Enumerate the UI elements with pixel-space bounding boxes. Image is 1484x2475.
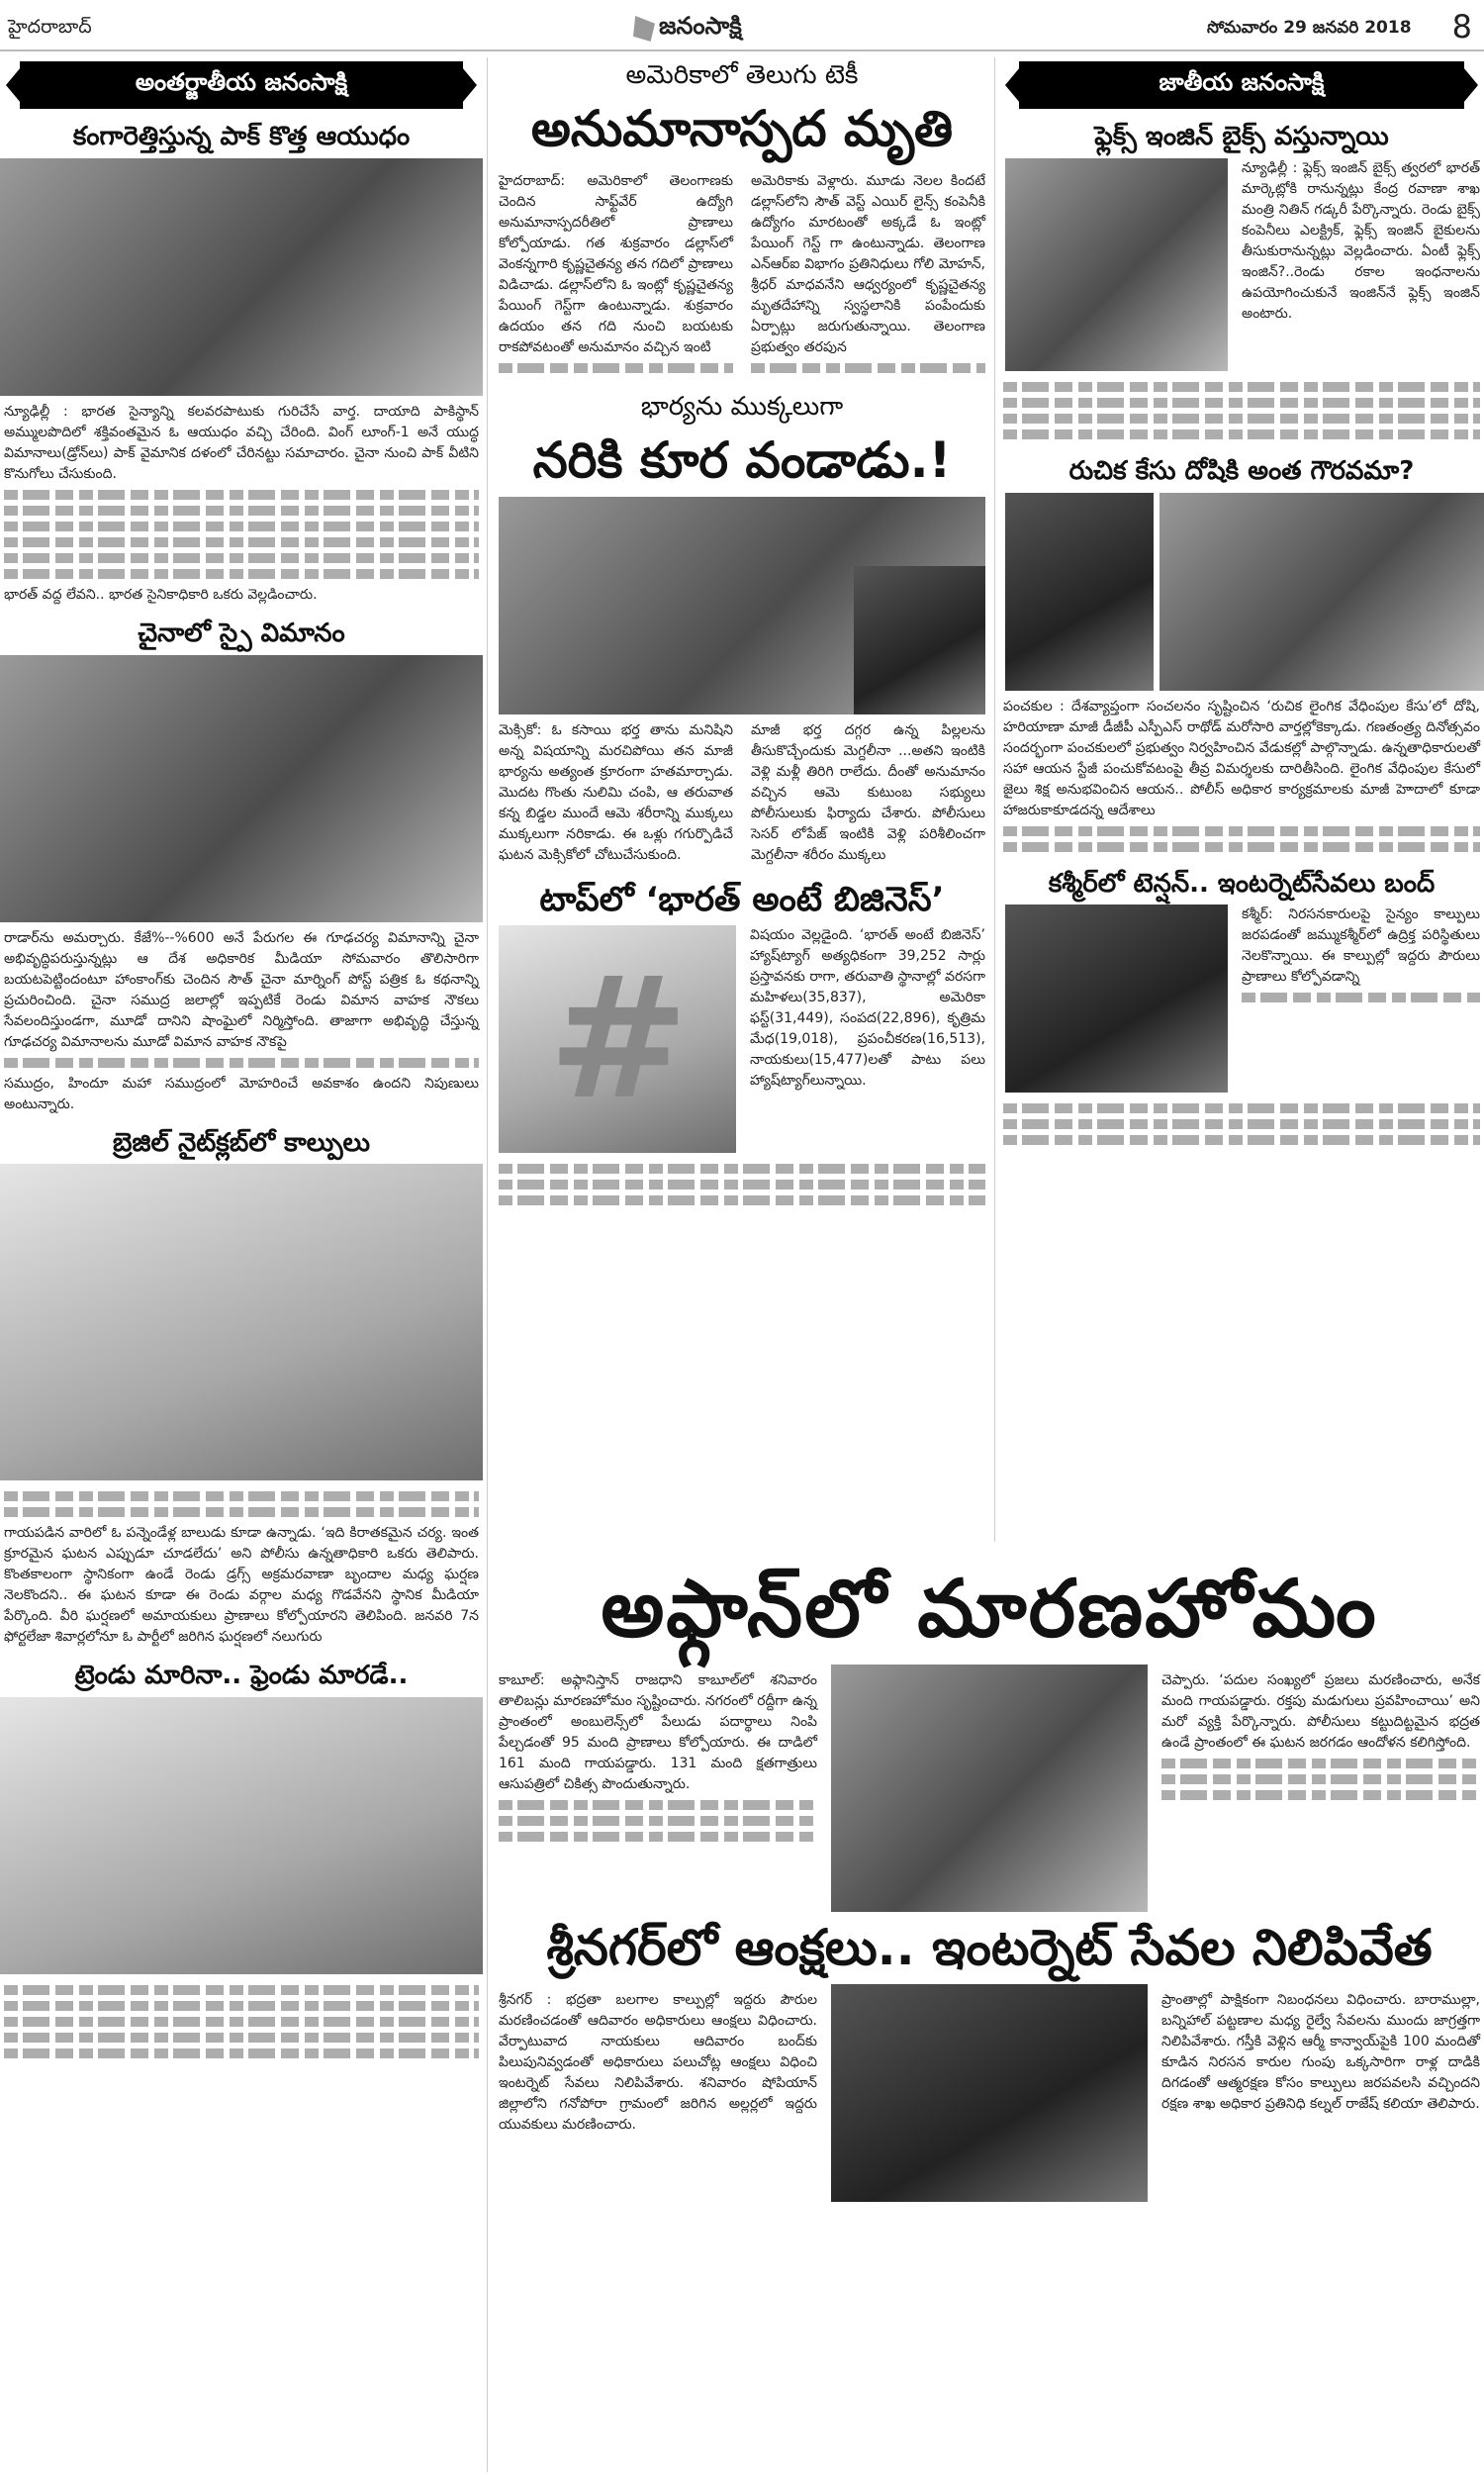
article-text: మెక్సికో: ఓ కసాయి భర్త తాను మనిషిని అన్న విషయాన్ని మరచిపోయి తన మాజీ భార్యను అత్యంత క్రూరంగా హతమార్చాడు. మొదట గొంతు నులిమి చంపి, ఆ తరువాత కన్న బిడ్డల ముందే ఆమె శరీరాన్ని ముక్కలు ముక్కలుగా నరికాడు. ఈ ఒళ్లు గగుర్పొడిచే ఘటన మెక్సికోలో చోటుచేసుకుంది. bbox=[499, 721, 733, 863]
text-lines bbox=[499, 1816, 817, 1826]
text-lines bbox=[1003, 1135, 1480, 1145]
telangana-map-icon bbox=[633, 16, 655, 42]
article-body-bharat-business bbox=[746, 925, 989, 1153]
article-body-afghan-col2 bbox=[1158, 1665, 1484, 1912]
hashtag-photo bbox=[499, 925, 736, 1153]
srinagar-row bbox=[495, 1984, 1484, 2202]
text-lines bbox=[499, 1164, 985, 1174]
article-body-china bbox=[0, 922, 483, 1123]
text-lines bbox=[499, 1832, 817, 1842]
article-text: కాబూల్: అఫ్గానిస్తాన్ రాజధాని కాబూల్‌లో శనివారం తాలిబన్లు మారణహోమం సృష్టించారు. నగరంలో రద్దీగా ఉన్న ప్రాంతంలో అంబులెన్స్‌లో పేలుడు పదార్థాలు నింపి పేల్చడంతో 95 మంది ప్రాణాలు కోల్పోయారు. ఈ దాడిలో 161 మంది గాయపడ్డారు. 131 మంది క్షతగాత్రులు ఆసుపత్రిలో చికిత్స పొందుతున్నారు. bbox=[499, 1672, 817, 1792]
text-lines bbox=[499, 363, 733, 373]
center-column bbox=[495, 53, 989, 1217]
jackal-columns bbox=[495, 714, 989, 874]
article-body-afghan-col1 bbox=[495, 1665, 821, 1912]
lower-spread bbox=[495, 1554, 1484, 2202]
headline-friends: ట్రెండు మారినా.. ఫ్రెండు మారడే.. bbox=[74, 1661, 409, 1691]
article-body-pak-drone bbox=[0, 396, 483, 614]
text-lines bbox=[4, 2001, 479, 2011]
text-lines bbox=[1003, 1119, 1480, 1129]
headline-telugu-techie: అనుమానాస్పద మృతి bbox=[530, 99, 954, 157]
officers-photo bbox=[1159, 493, 1484, 691]
section-title: జాతీయ జనంసాక్షి bbox=[1159, 68, 1325, 96]
text-lines bbox=[4, 490, 479, 500]
article-text: మాజీ భర్త దగ్గర ఉన్న పిల్లలను తీసుకొచ్చేందుకు మెగ్దలీనా ...అతని ఇంటికి వెళ్లి మళ్లీ తిరిగి రాలేదు. దీంతో అనుమానం వచ్చిన ఆమె కుటుంబ సభ్యులు పోలీసులుకు ఫిర్యాదు చేశారు. పోలీసులు సెసర్ లోపేజ్ ఇంటికి వెళ్లి పరిశీలించగా మెగ్దలీనా శరీరం ముక్కలు bbox=[751, 721, 985, 863]
page-number: 8 bbox=[1451, 8, 1472, 46]
article-body-flex-engine-2 bbox=[999, 371, 1484, 451]
headline-srinagar: శ్రీనగర్‌లో ఆంక్షలు.. ఇంటర్నెట్ సేవల నిలిపివేత bbox=[546, 1919, 1433, 1976]
bharat-business-row bbox=[495, 925, 989, 1153]
article-text: భారత్ వద్ద లేవని.. భారత సైనికాధికారి ఒకరు వెల్లడించారు. bbox=[4, 586, 318, 603]
kicker-telugu-techie: అమెరికాలో తెలుగు టెకీ bbox=[625, 60, 859, 90]
text-lines bbox=[499, 1195, 985, 1205]
kashmir-row bbox=[999, 904, 1484, 1093]
article-body-bharat-business-2 bbox=[495, 1153, 989, 1217]
crowd-photo bbox=[831, 1984, 1148, 2202]
article-body-flex-engine bbox=[1238, 158, 1484, 371]
girl-photo bbox=[1005, 493, 1154, 691]
headline-china-spy-plane: చైనాలో స్పై విమానం bbox=[138, 618, 345, 648]
text-lines bbox=[4, 506, 479, 516]
article-text: పంచకుల : దేశవ్యాప్తంగా సంచలనం సృష్టించిన ‘రుచిక లైంగిక వేధింపుల కేసు’లో దోషి, హరియాణా మాజీ డీజీపీ ఎస్పీఎస్ రాథోడ్ మరోసారి వార్తల్లోకెక్కాడు. గణతంత్ర్య దినోత్సవం సందర్భంగా పంచకులలో ప్రభుత్వం నిర్వహించిన వేడుకల్లో పాల్గొన్నాడు. ఉన్నతాధికారులతో సహా ఆయన స్టేజీ పంచుకోవటంపై తీవ్ర విమర్శలకు దారితీసింది. లైంగిక వేధింపుల కేసులో జైలు శిక్ష అనుభవించిన ఆయన.. పోలీస్ అధికార కార్యక్రమాలకు మాజీ హెాదాలో కూడా హాజరుకాకూడదన్న ఆదేశాలు bbox=[1003, 698, 1480, 818]
kicker-jackal-curry: భార్యను ముక్కలుగా bbox=[640, 391, 844, 422]
blast-photo bbox=[831, 1665, 1148, 1912]
text-lines bbox=[1003, 1103, 1480, 1113]
article-text: రాడార్‌ను అమర్చారు. కేజే%--%600 అనే పేరుగల ఈ గూఢచర్య విమానాన్ని చైనా అభివృద్ధిపరుస్తున్నట్లు ఆ దేశ అధికారిక మీడియా సోమవారం తొలిసారిగా బయటపెట్టిందంటూ హాంకాంగ్‌కు చెందిన సౌత్ చైనా మార్నింగ్ పోస్ట్ పత్రిక ఓ కథనాన్ని ప్రచురించింది. చైనా సముద్ర జలాల్లో ఇప్పటికే రెండు విమాన వాహక నౌకలు సేవలందిస్తుండగా, మూడో దానిని షాంఘైలో నిర్మిస్తోంది. తాజాగా అభివృద్ధి చేస్తున్న గూఢచర్య విమానాలను మూడో విమాన వాహక నౌకపై bbox=[4, 929, 479, 1050]
article-body-ruchika bbox=[999, 691, 1484, 864]
text-lines bbox=[4, 1058, 479, 1068]
article-text: కశ్మీర్: నిరసనకారులపై సైన్యం కాల్పులు జరపడంతో జమ్ముకశ్మీర్‌లో ఉద్రిక్త పరిస్థితులు నెలకొన్నాయి. ఈ కాల్పుల్లో ఇద్దరు పౌరులు ప్రాణాలు కోల్పోవడాన్ని bbox=[1242, 906, 1480, 986]
text-lines bbox=[1242, 993, 1480, 1002]
woman-photo bbox=[854, 566, 985, 714]
headline-kashmir-tension: కశ్మీర్‌లో టెన్షన్.. ఇంటర్నెట్‌సేవలు బంద్ bbox=[1048, 868, 1436, 899]
article-body-jackal-col1 bbox=[495, 714, 737, 874]
text-lines bbox=[1003, 842, 1480, 852]
headline-ruchika-case: రుచిక కేసు దోషికి అంత గౌరవమా? bbox=[1068, 455, 1415, 486]
protest-photo bbox=[1005, 904, 1228, 1093]
left-column bbox=[0, 53, 483, 2070]
text-lines bbox=[4, 537, 479, 547]
text-lines bbox=[1003, 429, 1480, 439]
city-label: హైదరాబాద్ bbox=[8, 16, 92, 38]
paper-name: జనంసాక్షి bbox=[659, 12, 742, 40]
article-text: అమెరికాకు వెళ్లారు. మూడు నెలల కిందటే డల్లాస్‌లోని సౌత్ వెస్ట్ ఎయిర్ లైన్స్ కంపెనీకి ఉద్యోగం మారటంతో అక్కడే ఓ ఇంట్లో పేయింగ్ గెస్ట్ గా ఉంటున్నాడు. తెలంగాణ ఎన్ఆర్ఐ విభాగం ప్రతినిధులు గోలి మోహన్, శ్రీధర్ మాధవనేని ఆధ్వర్యంలో కృష్ణచైతన్య మృతదేహాన్ని స్వస్థలానికి పంపేందుకు ఏర్పాట్లు జరుగుతున్నాయి. తెలంగాణ ప్రభుత్వం తరపున bbox=[751, 172, 985, 355]
right-column bbox=[999, 53, 1484, 1157]
text-lines bbox=[4, 2048, 479, 2058]
article-text: సముద్రం, హిందూ మహా సముద్రంలో మోహరించే అవకాశం ఉందని నిపుణులు అంటున్నారు. bbox=[4, 1075, 479, 1112]
text-lines bbox=[1161, 1759, 1480, 1768]
section-title: అంతర్జాతీయ జనంసాక్షి bbox=[135, 68, 348, 96]
masthead bbox=[0, 0, 1484, 51]
text-lines bbox=[4, 1985, 479, 1995]
article-text: న్యూఢిల్లీ : భారత సైన్యాన్ని కలవరపాటుకు గురిచేసే వార్త. దాయాది పాకిస్థాన్ అమ్ములపొదిలో శక్తివంతమైన ఓ ఆయుధం వచ్చి చేరింది. వింగ్ లూంగ్-1 అనే యుద్ధ విమానాలు(డ్రోన్‌లు) పాక్ వైమానిక దళంలో చేరినట్టు సమాచారం. చైనా నుంచి పాక్ వీటిని కొనుగోలు చేసుకుంది. bbox=[4, 403, 479, 482]
text-lines bbox=[4, 2033, 479, 2043]
issue-date: సోమవారం 29 జనవరి 2018 bbox=[1207, 18, 1412, 38]
article-text: హైదరాబాద్: అమెరికాలో తెలంగాణకు చెందిన సాఫ్ట్‌వేర్ ఉద్యోగి అనుమానాస్పదరీతిలో ప్రాణాలు కోల్పోయాడు. గత శుక్రవారం డల్లాస్‌లో వెంకన్నగారి కృష్ణచైతన్య తన గదిలో ప్రాణాలు విడిచాడు. డల్లాస్‌లోని ఓ ఇంట్లో కృష్ణచైతన్య పేయింగ్ గెస్ట్‌గా ఉంటున్నాడు. శుక్రవారం ఉదయం తన గది నుంచి బయటకు రాకపోవటంతో అనుమానం వచ్చిన ఇంటి bbox=[499, 172, 733, 355]
text-lines bbox=[4, 522, 479, 531]
headline-pak-drone: కంగారెత్తిస్తున్న పాక్ కొత్త ఆయుధం bbox=[72, 122, 411, 151]
article-body-srinagar-col1 bbox=[495, 1984, 821, 2202]
paper-logo bbox=[633, 12, 742, 46]
column-divider bbox=[487, 57, 488, 2472]
ruchika-photos bbox=[999, 493, 1484, 691]
text-lines bbox=[499, 1800, 817, 1810]
text-lines bbox=[4, 569, 479, 579]
text-lines bbox=[4, 1491, 479, 1501]
article-text: ప్రాంతాల్లో పాక్షికంగా నిబంధనలు విధించారు. బారాముల్లా, బన్నిహాల్ పట్టణాల మధ్య రైల్వే సేవలను ముందు జాగ్రత్తగా నిలిపివేశారు. గస్తీకి వెళ్లిన ఆర్మీ కాన్వాయ్‌పైకి 100 మందితో కూడిన నిరసన కారుల గుంపు ఒక్కసారిగా రాళ్ల దాడికి దిగడంతో ఆత్మరక్షణ కోసం కాల్పులు జరపవలసి వచ్చిందని రక్షణ శాఖ అధికార ప్రతినిధి కల్నల్ రాజేష్ కలియా తెలిపారు. bbox=[1161, 1992, 1480, 2112]
section-banner-national bbox=[1019, 61, 1464, 109]
drone-photo bbox=[0, 158, 483, 396]
headline-flex-engine: ఫ్లెక్స్ ఇంజిన్ బైక్స్ వస్తున్నాయి bbox=[1094, 122, 1389, 151]
minister-photo bbox=[1005, 158, 1228, 371]
headline-afghan: అఫ్గాన్‌లో మారణహోమం bbox=[601, 1563, 1378, 1655]
text-lines bbox=[1003, 382, 1480, 392]
article-body-brazil bbox=[0, 1480, 483, 1656]
nightclub-photo bbox=[0, 1164, 483, 1480]
text-lines bbox=[4, 553, 479, 563]
text-lines bbox=[1161, 1774, 1480, 1784]
article-body-friends bbox=[0, 1974, 483, 2070]
carrier-photo bbox=[0, 655, 483, 922]
article-text: విషయం వెల్లడైంది. ‘భారత్ అంటే బిజినెస్’ హ్యాష్‌ట్యాగ్ అత్యధికంగా 39,252 సార్లు ప్రస్తావనకు రాగా, తరువాతి స్థానాల్లో వరసగా మహిళలు(35,837), అమెరికా ఫస్ట్(31,449), సంపద(22,896), కృత్రిమ మేధ(19,018), ప్రపంచీకరణ(16,513), నాయకులు(15,477)లతో పాటు పలు హ్యాష్‌ట్యాగ్‌లున్నాయి. bbox=[750, 926, 985, 1089]
article-text: న్యూఢిల్లీ : ఫ్లెక్స్ ఇంజిన్ బైక్స్ త్వరలో భారత్ మార్కెట్లోకి రానున్నట్లు కేంద్ర రవాణా శాఖ మంత్రి నితిన్ గడ్కరీ పేర్కొన్నారు. రెండు బైక్స్ కంపెనీలు ఎలక్ట్రిక్, ఫ్లెక్స్ ఇంజిన్ బైకులను తీసుకురానున్నట్లు వెల్లడించారు. ఏంటీ ఫ్లెక్స్ ఇంజిన్?..రెండు రకాల ఇంధనాలను ఉపయోగించుకునే ఇంజిన్‌నే ఫ్లెక్స్ ఇంజిన్ అంటారు. bbox=[1242, 159, 1480, 322]
flex-engine-row bbox=[999, 158, 1484, 371]
article-text: శ్రీనగర్ : భద్రతా బలగాల కాల్పుల్లో ఇద్దరు పౌరుల మరణించడంతో ఆదివారం అధికారులు ఆంక్షలు విధించారు. వేర్పాటువాద నాయకులు ఆదివారం బంద్‌కు పిలుపునివ్వడంతో అధికారులు పలుచోట్ల ఆంక్షలు విధించి ఇంటర్నెట్ సేవలు నిలిపివేశారు. శనివారం షోపియాన్ జిల్లాలోని గనోపోరా గ్రామంలో జరిగిన అల్లర్లలో ఇద్దరు యువకులు మరణించారు. bbox=[499, 1992, 817, 2133]
headline-jackal-curry: నరికి కూర వండాడు.! bbox=[532, 430, 952, 489]
owl-dog-photo bbox=[0, 1697, 483, 1974]
article-text: గాయపడిన వారిలో ఓ పన్నెండేళ్ల బాలుడు కూడా ఉన్నాడు. ‘ఇది కిరాతకమైన చర్య. ఇంత క్రూరమైన ఘటన ఎప్పుడూ చూడలేదు’ అని పోలీసు ఉన్నతాధికారి ఒకరు తెలిపారు. కొంతకాలంగా స్థానికంగా ఉండే రెండు డ్రగ్స్ అక్రమరవాణా బృందాల మధ్య ఘర్షణ నెలకొందని.. ఈ ఘటన కూడా ఈ రెండు వర్గాల మధ్య గొడవేనని స్థానిక మీడియా పేర్కొంది. వీరి ఘర్షణలో అమాయకులు ప్రాణాలు కోల్పోయారని తెలిపింది. జనవరి 7న ఫోర్టలేజా శివార్లలోనూ ఓ పార్టీలో జరిగిన ఘర్షణలో నలుగురు bbox=[4, 1525, 479, 1646]
article-body-srinagar-col2 bbox=[1158, 1984, 1484, 2202]
text-lines bbox=[1003, 826, 1480, 836]
section-banner-international bbox=[20, 61, 463, 109]
text-lines bbox=[499, 1180, 985, 1190]
article-body-techie-col1 bbox=[495, 165, 737, 385]
article-body-techie-col2 bbox=[747, 165, 989, 385]
pot-photo bbox=[499, 497, 985, 714]
text-lines bbox=[1161, 1790, 1480, 1800]
text-lines bbox=[4, 1507, 479, 1517]
techie-columns bbox=[495, 165, 989, 385]
column-divider bbox=[994, 57, 995, 1542]
headline-brazil-club: బ్రెజిల్ నైట్‌క్లబ్‌లో కాల్పులు bbox=[112, 1127, 370, 1158]
afghan-row bbox=[495, 1665, 1484, 1912]
text-lines bbox=[1003, 398, 1480, 408]
article-text: చెప్పారు. ‘పదుల సంఖ్యలో ప్రజలు మరణించారు, అనేక మంది గాయపడ్డారు. రక్తపు మడుగులు ప్రవహించాయి’ అని మరో వ్యక్తి పేర్కొన్నారు. పోలీసులు కట్టుదిట్టమైన భద్రత ఉండే ప్రాంతంలో ఈ ఘటన జరగడం ఆందోళన కలిగిస్తోంది. bbox=[1161, 1672, 1480, 1751]
text-lines bbox=[1003, 414, 1480, 424]
text-lines bbox=[4, 2017, 479, 2027]
hashtag-icon: # bbox=[548, 940, 690, 1137]
article-body-jackal-col2 bbox=[747, 714, 989, 874]
article-body-kashmir bbox=[1238, 904, 1484, 1093]
article-body-kashmir-2 bbox=[999, 1093, 1484, 1157]
headline-bharat-business: టాప్‌లో ‘భారత్ అంటే బిజినెస్’ bbox=[539, 879, 945, 919]
text-lines bbox=[751, 363, 985, 373]
